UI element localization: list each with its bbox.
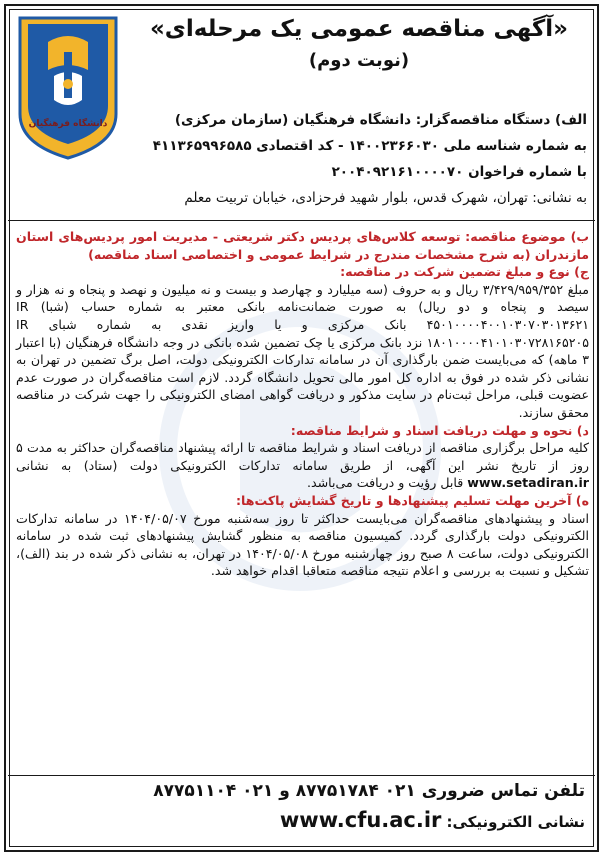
logo-text: دانشگاه فرهنگیان: [28, 119, 108, 129]
notice-title: «آگهی مناقصه عمومی یک مرحله‌ای»: [149, 16, 569, 42]
website-line: [25, 808, 585, 832]
section-b-text: توسعه کلاس‌های پردیس دکتر شریعتی - مدیریت امور پردیس‌های استان مازندران (به شرح مشخصات مندرج در شرایط عمومی و اختصاصی اسناد مناقصه): [16, 229, 589, 262]
header-divider: [8, 220, 595, 221]
ids-line: به شماره شناسه ملی ۱۴۰۰۲۳۶۶۰۳۰ - کد اقتصادی ۴۱۱۳۶۵۹۹۶۵۸۵: [152, 138, 587, 154]
setadiran-link[interactable]: www.setadiran.ir: [467, 475, 589, 491]
section-e-text: اسناد و پیشنهادهای مناقصه‌گران می‌بایست حداکثر تا روز سه‌شنبه مورخ ۱۴۰۴/۰۵/۰۷ در سامانه تدارکات الکترونیکی دولت بارگذاری گردد. کمیسیون مناقصه به منظور گشایش پیشنهادهای ثبت شده در سامانه الکترونیکی دولت، ساعت ۸ صبح روز چهارشنبه مورخ ۱۴۰۴/۰۵/۰۸ در تهران، به نشانی ذکر شده در بند (الف)، تشکیل و نسبت به بررسی و اعلام نتیجه مناقصه متعاقبا اقدام خواهد شد.: [16, 510, 589, 579]
notice-round: (نوبت دوم): [308, 50, 410, 71]
website-link[interactable]: www.cfu.ac.ir: [279, 808, 442, 832]
section-c-heading: ج) نوع و مبلغ تضمین شرکت در مناقصه:: [340, 264, 589, 280]
section-d-text-before: کلیه مراحل برگزاری مناقصه از دریافت اسناد و شرایط مناقصه تا ارائه پیشنهاد مناقصه‌گران حداکثر به مدت ۵ روز از تاریخ نشر این آگهی، از طریق سامانه تدارکات الکترونیکی دولت (ستاد) به نشانی: [16, 440, 589, 473]
section-d: [16, 439, 589, 492]
call-number-line: با شماره فراخوان ۲۰۰۴۰۹۲۱۶۱۰۰۰۰۷۰: [331, 164, 587, 180]
section-b: [16, 228, 589, 263]
phone-number-2: ۰۲۱ ۸۷۷۵۱۱۰۴: [153, 781, 274, 801]
university-logo: [14, 14, 122, 162]
section-e-heading: ه) آخرین مهلت تسلیم پیشنهادها و تاریخ گشایش پاکت‌ها:: [236, 492, 589, 508]
phone-label: تلفن تماس ضروری: [421, 781, 585, 801]
footer-divider: [8, 775, 595, 776]
address-line: به نشانی: تهران، شهرک قدس، بلوار شهید فرحزادی، خیابان تربیت معلم: [184, 190, 587, 206]
notice-body: [16, 228, 589, 580]
section-d-text-after: قابل رؤیت و دریافت می‌باشد.: [307, 475, 464, 491]
phone-number-1: ۰۲۱ ۸۷۷۵۱۷۸۴: [295, 781, 416, 801]
website-label: نشانی الکترونیکی:: [446, 813, 585, 831]
section-d-heading: د) نحوه و مهلت دریافت اسناد و شرایط مناقصه:: [290, 422, 589, 438]
phone-line: [25, 781, 585, 801]
phone-joiner: و: [279, 781, 290, 801]
section-c-text: مبلغ ۳/۴۲۹/۹۵۹/۳۵۲ ریال و به حروف (سه میلیارد و چهارصد و بیست و نه میلیون و نهصد و پنجاه و نه هزار و سیصد و پنجاه و دو ریال) به صورت ضمانت‌نامه بانکی معتبر به شماره حساب (شبا) IR ۴۵۰۱۰۰۰۰۴۰۰۱۰۳۰۷۰۳۰۱۳۶۲۱ بانک مرکزی و یا واریز نقدی به شماره شبای IR ۱۸۰۱۰۰۰۰۴۱۰۱۰۳۰۷۲۸۱۶۵۲۰۵ نزد بانک مرکزی یا چک تضمین شده بانکی در وجه دانشگاه فرهنگیان (با اعتبار ۳ ماهه) که می‌بایست ضمن بارگذاری آن در سامانه تدارکات الکترونیکی دولت، اصل برگ تضمین در تهران به نشانی ذکر شده در فوق به اداره کل امور مالی تحویل دانشگاه گردد. لازم است مناقصه‌گران در صورت عدم عضویت قبلی، مراحل ثبت‌نام در سایت مذکور و دریافت گواهی امضای الکترونیکی را جهت شرکت در مناقصه محقق سازند.: [16, 281, 589, 420]
section-b-heading: ب) موضوع مناقصه:: [465, 229, 589, 244]
organizer-line: الف) دستگاه مناقصه‌گزار: دانشگاه فرهنگیان (سازمان مرکزی): [174, 112, 587, 128]
